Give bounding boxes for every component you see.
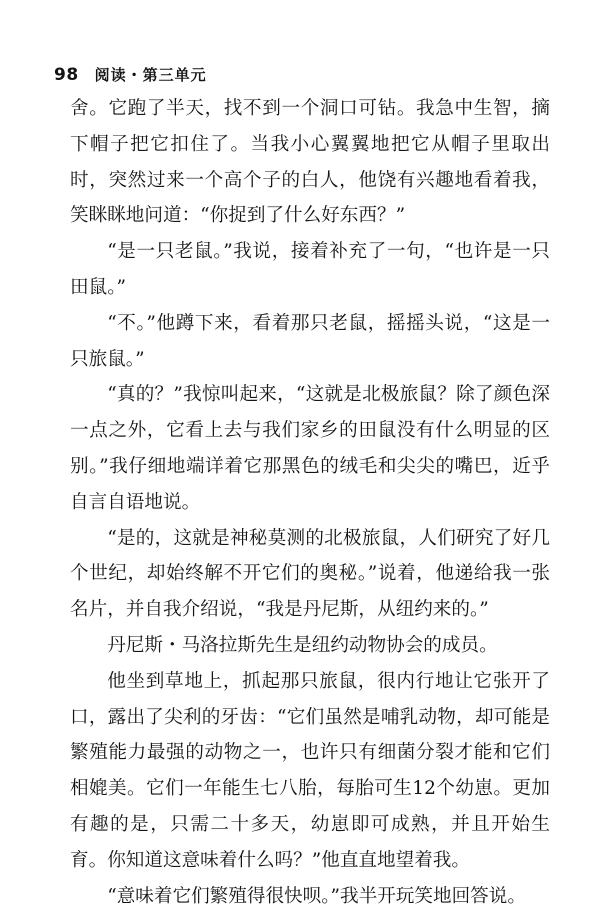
paragraph-7: 他坐到草地上，抓起那只旅鼠，很内行地让它张开了口，露出了尖利的牙齿：“它们虽然是哺乳动物，却可能是繁殖能力最强的动物之一，也许只有细菌分裂才能和它们相媲美。它们一年能生七八胎，每胎可生12个幼崽。更加有趣的是，只需二十多天，幼崽即可成熟，并且开始生育。你知道这意味着什么吗？”他直直地望着我。	[70, 670, 550, 871]
paragraph-3: “不。”他蹲下来，看着那只老鼠，摇摇头说，“这是一只旅鼠。”	[70, 312, 550, 370]
page-header	[54, 64, 207, 86]
paragraph-6: 丹尼斯・马洛拉斯先生是纽约动物协会的成员。	[107, 634, 498, 656]
paragraph-4: “真的？”我惊叫起来，“这就是北极旅鼠？除了颜色深一点之外，它看上去与我们家乡的田鼠没有什么明显的区别。”我仔细地端详着它那黑色的绒毛和尖尖的嘴巴，近乎自言自语地说。	[70, 384, 550, 513]
body-text	[70, 91, 550, 914]
paragraph-1: 舍。它跑了半天，找不到一个洞口可钻。我急中生智，摘下帽子把它扣住了。当我小心翼翼地把它从帽子里取出时，突然过来一个高个子的白人，他饶有兴趣地看着我，笑眯眯地问道：“你捉到了什么好东西？”	[70, 98, 550, 227]
page-number: 98	[54, 65, 79, 85]
paragraph-8: “意味着它们繁殖得很快呗。”我半开玩笑地回答说。	[107, 885, 526, 907]
paragraph-2: “是一只老鼠。”我说，接着补充了一句，“也许是一只田鼠。”	[70, 241, 550, 298]
paragraph-5: “是的，这就是神秘莫测的北极旅鼠，人们研究了好几个世纪，却始终解不开它们的奥秘。”说着，他递给我一张名片，并自我介绍说，“我是丹尼斯，从纽约来的。”	[70, 527, 550, 621]
running-title: 阅读・第三单元	[94, 66, 207, 84]
